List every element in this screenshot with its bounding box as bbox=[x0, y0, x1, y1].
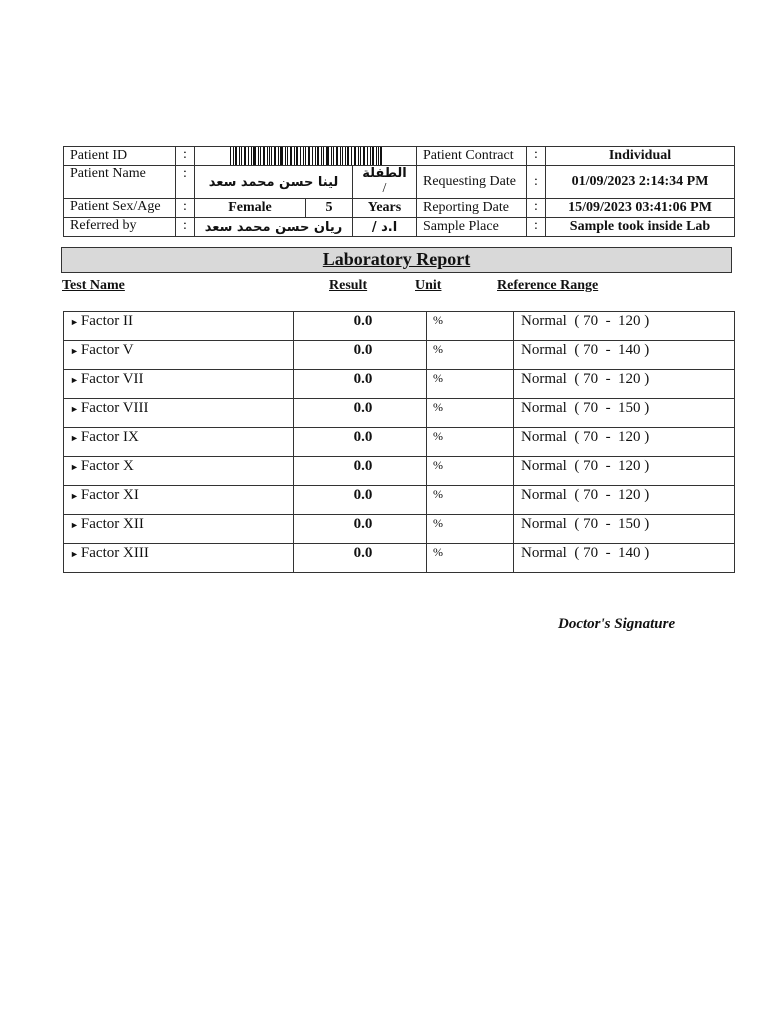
doctor-signature-label: Doctor's Signature bbox=[558, 616, 676, 632]
triangle-bullet-icon: ► bbox=[70, 433, 79, 443]
test-name: Factor XI bbox=[80, 487, 139, 503]
test-name: Factor V bbox=[80, 342, 134, 358]
triangle-bullet-icon: ► bbox=[70, 462, 79, 472]
table-row bbox=[64, 312, 735, 341]
triangle-bullet-icon: ► bbox=[70, 520, 79, 530]
table-row bbox=[64, 370, 735, 399]
test-unit: % bbox=[427, 312, 514, 341]
test-name: Factor II bbox=[80, 313, 133, 329]
table-row bbox=[64, 457, 735, 486]
colon: : bbox=[176, 147, 195, 166]
test-reference-range: Normal ( 70 - 140 ) bbox=[514, 341, 735, 370]
patient-title-slash: / bbox=[382, 181, 387, 196]
test-name: Factor VII bbox=[80, 371, 144, 387]
referred-by-label: Referred by bbox=[64, 218, 176, 237]
patient-title-cell bbox=[353, 166, 417, 199]
test-name: Factor XIII bbox=[80, 545, 149, 561]
patient-info-table bbox=[63, 146, 735, 237]
colon: : bbox=[527, 147, 546, 166]
test-unit: % bbox=[427, 544, 514, 573]
test-name-cell bbox=[64, 486, 294, 515]
column-test-name: Test Name bbox=[62, 278, 125, 293]
table-row bbox=[64, 341, 735, 370]
referred-by-title: ا.د / bbox=[353, 218, 417, 237]
test-result: 0.0 bbox=[294, 428, 427, 457]
test-unit: % bbox=[427, 457, 514, 486]
test-name-cell bbox=[64, 312, 294, 341]
referred-by-value: ريان حسن محمد سعد bbox=[195, 218, 353, 237]
patient-age-unit: Years bbox=[353, 199, 417, 218]
triangle-bullet-icon: ► bbox=[70, 346, 79, 356]
reporting-date-label: Reporting Date bbox=[417, 199, 527, 218]
table-row bbox=[64, 486, 735, 515]
triangle-bullet-icon: ► bbox=[70, 404, 79, 414]
test-reference-range: Normal ( 70 - 150 ) bbox=[514, 399, 735, 428]
test-unit: % bbox=[427, 399, 514, 428]
requesting-date-value: 01/09/2023 2:14:34 PM bbox=[546, 166, 735, 199]
barcode-icon bbox=[230, 147, 382, 165]
report-title: Laboratory Report bbox=[61, 247, 732, 273]
test-result: 0.0 bbox=[294, 515, 427, 544]
patient-name-label: Patient Name bbox=[64, 166, 176, 199]
colon: : bbox=[176, 199, 195, 218]
colon: : bbox=[527, 199, 546, 218]
test-reference-range: Normal ( 70 - 120 ) bbox=[514, 312, 735, 341]
sample-place-label: Sample Place bbox=[417, 218, 527, 237]
test-unit: % bbox=[427, 341, 514, 370]
test-name-cell bbox=[64, 457, 294, 486]
triangle-bullet-icon: ► bbox=[70, 317, 79, 327]
test-reference-range: Normal ( 70 - 120 ) bbox=[514, 428, 735, 457]
test-result: 0.0 bbox=[294, 312, 427, 341]
colon: : bbox=[176, 166, 195, 199]
test-result: 0.0 bbox=[294, 457, 427, 486]
patient-name-value: لينا حسن محمد سعد bbox=[195, 166, 353, 199]
reporting-date-value: 15/09/2023 03:41:06 PM bbox=[546, 199, 735, 218]
patient-sex-value: Female bbox=[195, 199, 306, 218]
triangle-bullet-icon: ► bbox=[70, 549, 79, 559]
test-name: Factor IX bbox=[80, 429, 139, 445]
test-name: Factor X bbox=[80, 458, 134, 474]
patient-sexage-label: Patient Sex/Age bbox=[64, 199, 176, 218]
triangle-bullet-icon: ► bbox=[70, 375, 79, 385]
test-name-cell bbox=[64, 544, 294, 573]
test-unit: % bbox=[427, 370, 514, 399]
patient-contract-value: Individual bbox=[546, 147, 735, 166]
test-reference-range: Normal ( 70 - 120 ) bbox=[514, 457, 735, 486]
requesting-date-label: Requesting Date bbox=[417, 166, 527, 199]
triangle-bullet-icon: ► bbox=[70, 491, 79, 501]
test-name-cell bbox=[64, 370, 294, 399]
test-result: 0.0 bbox=[294, 370, 427, 399]
colon: : bbox=[527, 166, 546, 199]
column-reference-range: Reference Range bbox=[497, 278, 599, 293]
results-table bbox=[63, 311, 735, 573]
test-unit: % bbox=[427, 515, 514, 544]
patient-id-label: Patient ID bbox=[64, 147, 176, 166]
column-unit: Unit bbox=[415, 278, 442, 293]
test-name: Factor XII bbox=[80, 516, 144, 532]
test-name-cell bbox=[64, 515, 294, 544]
test-reference-range: Normal ( 70 - 120 ) bbox=[514, 486, 735, 515]
patient-id-barcode bbox=[195, 147, 417, 166]
test-reference-range: Normal ( 70 - 120 ) bbox=[514, 370, 735, 399]
colon: : bbox=[176, 218, 195, 237]
test-name-cell bbox=[64, 341, 294, 370]
column-result: Result bbox=[329, 278, 368, 293]
patient-title-value: الطفلة bbox=[362, 166, 407, 181]
colon: : bbox=[527, 218, 546, 237]
test-name-cell bbox=[64, 428, 294, 457]
test-name-cell bbox=[64, 399, 294, 428]
test-reference-range: Normal ( 70 - 150 ) bbox=[514, 515, 735, 544]
table-row bbox=[64, 399, 735, 428]
table-row bbox=[64, 515, 735, 544]
sample-place-value: Sample took inside Lab bbox=[546, 218, 735, 237]
test-result: 0.0 bbox=[294, 399, 427, 428]
test-result: 0.0 bbox=[294, 486, 427, 515]
table-row bbox=[64, 428, 735, 457]
test-result: 0.0 bbox=[294, 341, 427, 370]
patient-contract-label: Patient Contract bbox=[417, 147, 527, 166]
test-unit: % bbox=[427, 486, 514, 515]
patient-age-value: 5 bbox=[306, 199, 353, 218]
test-reference-range: Normal ( 70 - 140 ) bbox=[514, 544, 735, 573]
test-result: 0.0 bbox=[294, 544, 427, 573]
table-row bbox=[64, 544, 735, 573]
test-unit: % bbox=[427, 428, 514, 457]
test-name: Factor VIII bbox=[80, 400, 149, 416]
